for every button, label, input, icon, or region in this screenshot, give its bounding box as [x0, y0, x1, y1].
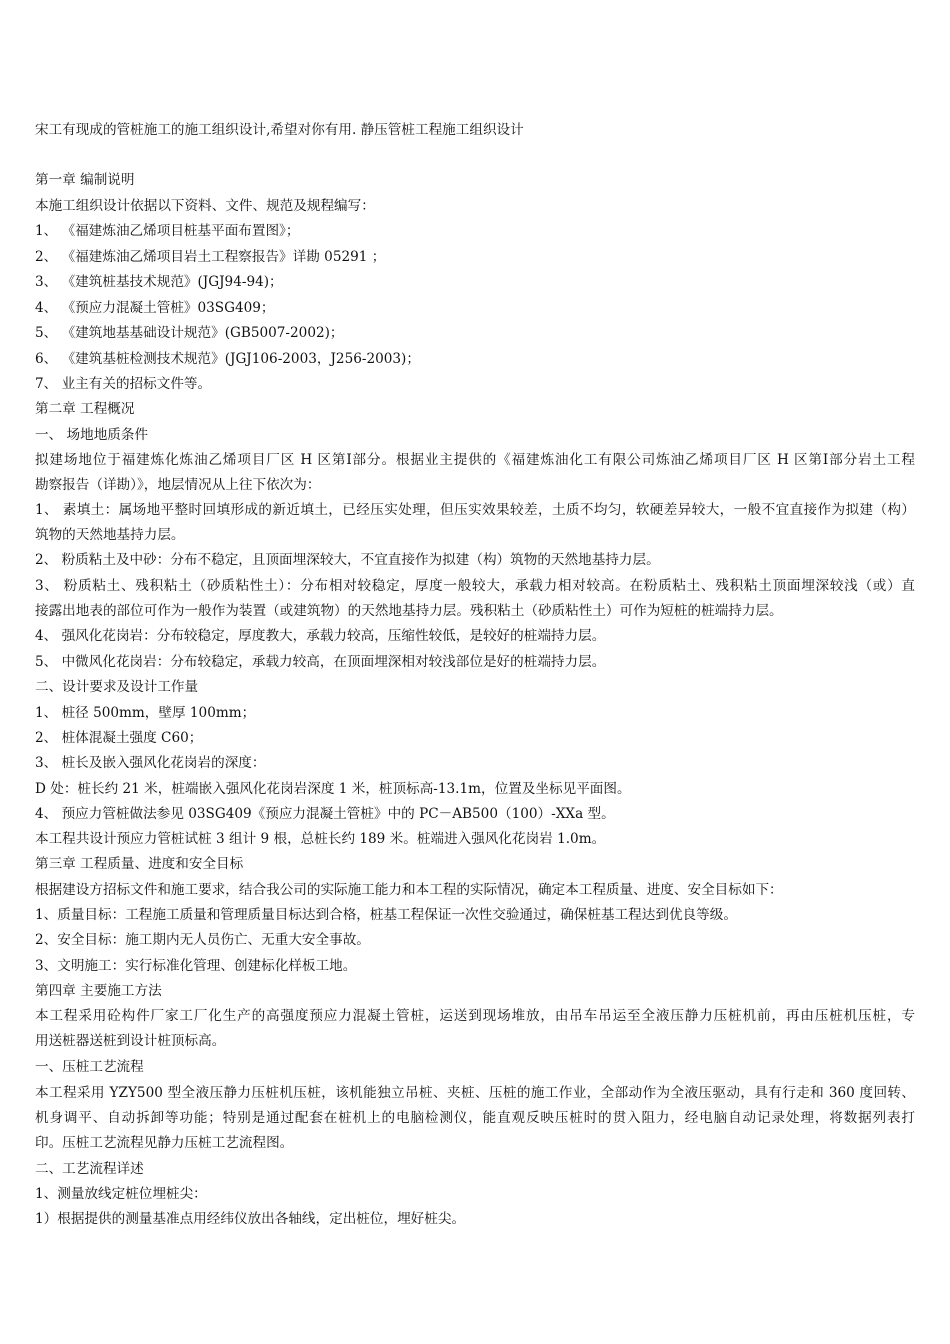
list-item: 4、 预应力管桩做法参见 03SG409《预应力混凝土管桩》中的 PC－AB500（100）-XXa 型。 — [35, 806, 615, 822]
list-item: 2、 桩体混凝土强度 C60； — [35, 730, 203, 746]
list-item: 3、文明施工：实行标准化管理、创建标化样板工地。 — [35, 958, 357, 974]
text-line: 拟建场地位于福建炼化炼油乙烯项目厂区 H 区第Ⅰ部分。根据业主提供的《福建炼油化工有限公司炼油乙烯项目厂区 H 区第Ⅰ部分岩土工程 — [35, 452, 915, 468]
text-line: 筑物的天然地基持力层。 — [35, 527, 185, 543]
section-title: 一、压桩工艺流程 — [35, 1059, 144, 1075]
text-line: 机身调平、自动拆卸等功能；特别是通过配套在桩机上的电脑检测仪，能直观反映压桩时的贯入阻力，经电脑自动记录处理，将数据列表打 — [35, 1110, 915, 1126]
list-item: 5、 《建筑地基基础设计规范》(GB5007-2002)； — [35, 325, 344, 341]
list-item: 2、 《福建炼油乙烯项目岩土工程察报告》详勘 05291 ； — [35, 249, 386, 265]
list-item: 1、测量放线定桩位埋桩尖： — [35, 1186, 207, 1202]
chapter-2-title: 第二章 工程概况 — [35, 401, 135, 417]
list-item: 3、 桩长及嵌入强风化花岗岩的深度： — [35, 755, 266, 771]
text-line: 本工程采用 YZY500 型全液压静力压桩机压桩，该机能独立吊桩、夹桩、压桩的施工作业，全部动作为全液压驱动，具有行走和 360 度回转、 — [35, 1085, 915, 1101]
list-item: 1、 《福建炼油乙烯项目桩基平面布置图》； — [35, 223, 300, 239]
list-item: 3、 《建筑桩基技术规范》(JGJ94-94)； — [35, 274, 283, 290]
text-line: D 处：桩长约 21 米，桩端嵌入强风化花岗岩深度 1 米，桩顶标高-13.1m，位置及坐标见平面图。 — [35, 781, 631, 797]
text-line: 印。压桩工艺流程见静力压桩工艺流程图。 — [35, 1135, 294, 1151]
text-line: 本施工组织设计依据以下资料、文件、规范及规程编写： — [35, 198, 375, 214]
intro-line: 宋工有现成的管桩施工的施工组织设计,希望对你有用. 静压管桩工程施工组织设计 — [35, 122, 524, 138]
text-line: 用送桩器送桩到设计桩顶标高。 — [35, 1033, 226, 1049]
text-line: 接露出地表的部位可作为一般作为装置（或建筑物）的天然地基持力层。残积粘土（砂质粘性土）可作为短桩的桩端持力层。 — [35, 603, 783, 619]
list-item: 7、 业主有关的招标文件等。 — [35, 376, 212, 392]
list-item: 6、 《建筑基桩检测技术规范》(JGJ106-2003，J256-2003)； — [35, 351, 420, 367]
chapter-3-title: 第三章 工程质量、进度和安全目标 — [35, 856, 244, 872]
list-item: 1、 素填土：属场地平整时回填形成的新近填土，已经压实处理，但压实效果较差，土质不均匀，软硬差异较大，一般不宜直接作为拟建（构） — [35, 502, 915, 518]
list-item: 2、安全目标：施工期内无人员伤亡、无重大安全事故。 — [35, 932, 370, 948]
text-line: 根据建设方招标文件和施工要求，结合我公司的实际施工能力和本工程的实际情况，确定本工程质量、进度、安全目标如下： — [35, 882, 783, 898]
list-item: 5、 中微风化花岗岩：分布较稳定，承载力较高，在顶面埋深相对较浅部位是好的桩端持力层。 — [35, 654, 606, 670]
list-item: 1）根据提供的测量基准点用经纬仪放出各轴线，定出桩位，埋好桩尖。 — [35, 1211, 466, 1227]
section-title: 二、工艺流程详述 — [35, 1161, 144, 1177]
chapter-4-title: 第四章 主要施工方法 — [35, 983, 162, 999]
chapter-1-title: 第一章 编制说明 — [35, 172, 135, 188]
section-title: 一、 场地地质条件 — [35, 427, 149, 443]
list-item: 1、 桩径 500mm，壁厚 100mm； — [35, 705, 256, 721]
list-item: 4、 《预应力混凝土管桩》03SG409； — [35, 300, 275, 316]
list-item: 2、 粉质粘土及中砂：分布不稳定，且顶面埋深较大，不宜直接作为拟建（构）筑物的天然地基持力层。 — [35, 552, 660, 568]
list-item: 1、质量目标：工程施工质量和管理质量目标达到合格，桩基工程保证一次性交验通过，确保桩基工程达到优良等级。 — [35, 907, 737, 923]
list-item: 4、 强风化花岗岩：分布较稳定，厚度教大，承载力较高，压缩性较低，是较好的桩端持力层。 — [35, 628, 606, 644]
list-item: 3、 粉质粘土、残积粘土（砂质粘性土）：分布相对较稳定，厚度一般较大，承载力相对较高。在粉质粘土、残积粘土顶面埋深较浅（或）直 — [35, 578, 915, 594]
text-line: 本工程共设计预应力管桩试桩 3 组计 9 根，总桩长约 189 米。桩端进入强风化花岗岩 1.0m。 — [35, 831, 606, 847]
text-line: 勘察报告（详勘）》，地层情况从上往下依次为： — [35, 477, 321, 493]
section-title: 二、设计要求及设计工作量 — [35, 679, 199, 695]
text-line: 本工程采用砼构件厂家工厂化生产的高强度预应力混凝土管桩，运送到现场堆放，由吊车吊运至全液压静力压桩机前，再由压桩机压桩，专 — [35, 1008, 915, 1024]
